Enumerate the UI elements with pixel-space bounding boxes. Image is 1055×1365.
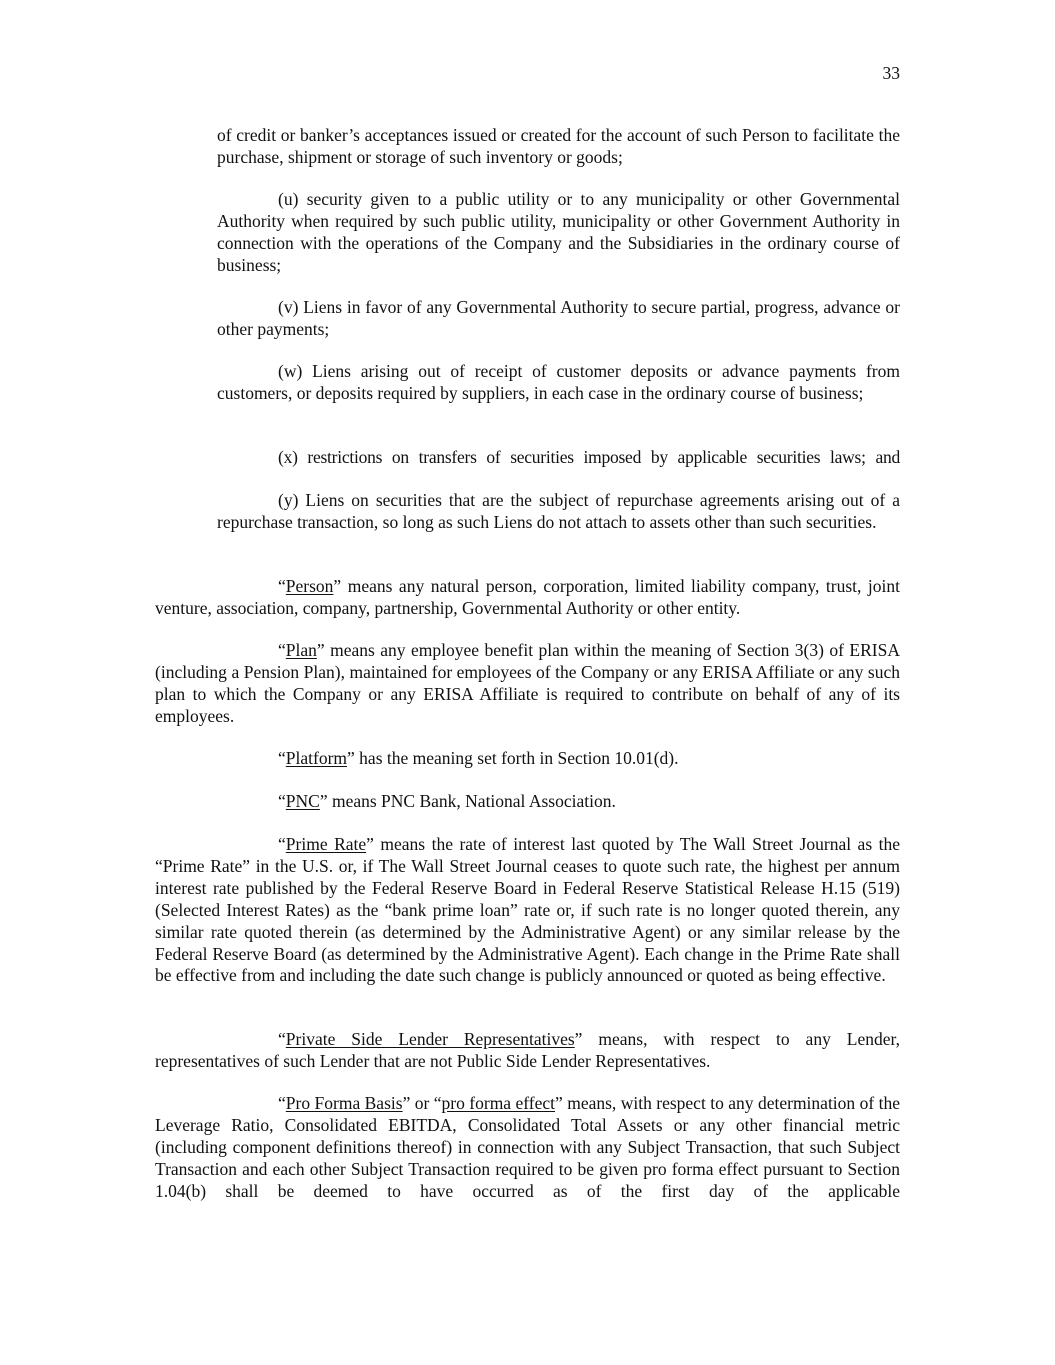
paragraph-w-text: (w) Liens arising out of receipt of customer deposits or advance payments from customers, or deposits required by suppliers, in each case in the ordinary course of business;	[217, 361, 900, 403]
paragraph-w	[217, 361, 900, 405]
definition-prime-rate	[155, 834, 900, 987]
paragraph-x-text: (x) restrictions on transfers of securities imposed by applicable securities laws; and	[278, 447, 900, 467]
paragraph-u	[217, 189, 900, 277]
page-number: 33	[882, 63, 900, 83]
definition-pro-forma	[155, 1093, 900, 1203]
paragraph-t-continued	[217, 125, 900, 169]
definition-private-side	[155, 1029, 900, 1073]
definition-prime-rate-text: ” means the rate of interest last quoted by The Wall Street Journal as the “Prime Rate” in the U.S. or, if The Wall Street Journal ceases to quote such rate, the highest per annum interest rate published by the Federal Reserve Board in Federal Reserve Statistical Release H.15 (519) (Selected Interest Rates) as the “bank prime loan” rate or, if such rate is no longer quoted therein, any similar rate quoted therein (as determined by the Administrative Agent) or any similar release by the Federal Reserve Board (as determined by the Administrative Agent). Each change in the Prime Rate shall be effective from and including the date such change is publicly announced or quoted as being effective.	[155, 834, 900, 986]
defined-term-person: Person	[285, 576, 334, 596]
quote-open: “	[278, 791, 286, 811]
definition-pro-forma-text: ” means, with respect to any determination of the Leverage Ratio, Consolidated EBITDA, Consolidated Total Assets or any other financial metric (including component definitions thereof) in connection with any Subject Transaction, that such Subject Transaction and each other Subject Transaction required to be given pro forma effect pursuant to Section 1.04(b) shall be deemed to have occurred as of the first day of the applicable	[155, 1093, 900, 1201]
quote-open: “	[278, 640, 286, 660]
defined-term-pro-forma-effect: pro forma effect	[441, 1093, 556, 1113]
quote-open: “	[278, 834, 286, 854]
defined-term-pnc: PNC	[285, 791, 320, 811]
definition-person-text: ” means any natural person, corporation, limited liability company, trust, joint venture, association, company, partnership, Governmental Authority or other entity.	[155, 576, 900, 618]
definition-platform-text: ” has the meaning set forth in Section 10.01(d).	[347, 748, 679, 768]
defined-term-prime-rate: Prime Rate	[285, 834, 367, 854]
paragraph-y-text: (y) Liens on securities that are the subject of repurchase agreements arising out of a repurchase transaction, so long as such Liens do not attach to assets other than such securities.	[217, 490, 900, 532]
paragraph-t-text: of credit or banker’s acceptances issued or created for the account of such Person to facilitate the purchase, shipment or storage of such inventory or goods;	[217, 125, 900, 167]
definition-person	[155, 576, 900, 620]
defined-term-platform: Platform	[285, 748, 348, 768]
paragraph-v	[217, 297, 900, 341]
paragraph-u-text: (u) security given to a public utility or to any municipality or other Governmental Authority when required by such public utility, municipality or other Government Authority in connection with the operations of the Company and the Subsidiaries in the ordinary course of business;	[217, 189, 900, 275]
definition-plan	[155, 640, 900, 728]
paragraph-v-text: (v) Liens in favor of any Governmental Authority to secure partial, progress, advance or other payments;	[217, 297, 900, 339]
defined-term-private-side: Private Side Lender Representatives	[285, 1029, 575, 1049]
definition-pnc-text: ” means PNC Bank, National Association.	[319, 791, 616, 811]
definition-pnc	[155, 791, 900, 813]
paragraph-x	[217, 447, 900, 469]
defined-term-plan: Plan	[285, 640, 317, 660]
quote-open: “	[278, 576, 286, 596]
definition-platform	[155, 748, 900, 770]
definition-private-side-text: ” means, with respect to any Lender, representatives of such Lender that are not Public Side Lender Representatives.	[155, 1029, 900, 1071]
paragraph-y	[217, 490, 900, 534]
defined-term-pro-forma-basis: Pro Forma Basis	[285, 1093, 403, 1113]
quote-open: “	[278, 1029, 286, 1049]
definition-plan-text: ” means any employee benefit plan within the meaning of Section 3(3) of ERISA (including a Pension Plan), maintained for employees of the Company or any ERISA Affiliate or any such plan to which the Company or any ERISA Affiliate is required to contribute on behalf of any of its employees.	[155, 640, 900, 726]
quote-mid: ” or “	[402, 1093, 442, 1113]
quote-open: “	[278, 748, 286, 768]
quote-open: “	[278, 1093, 286, 1113]
